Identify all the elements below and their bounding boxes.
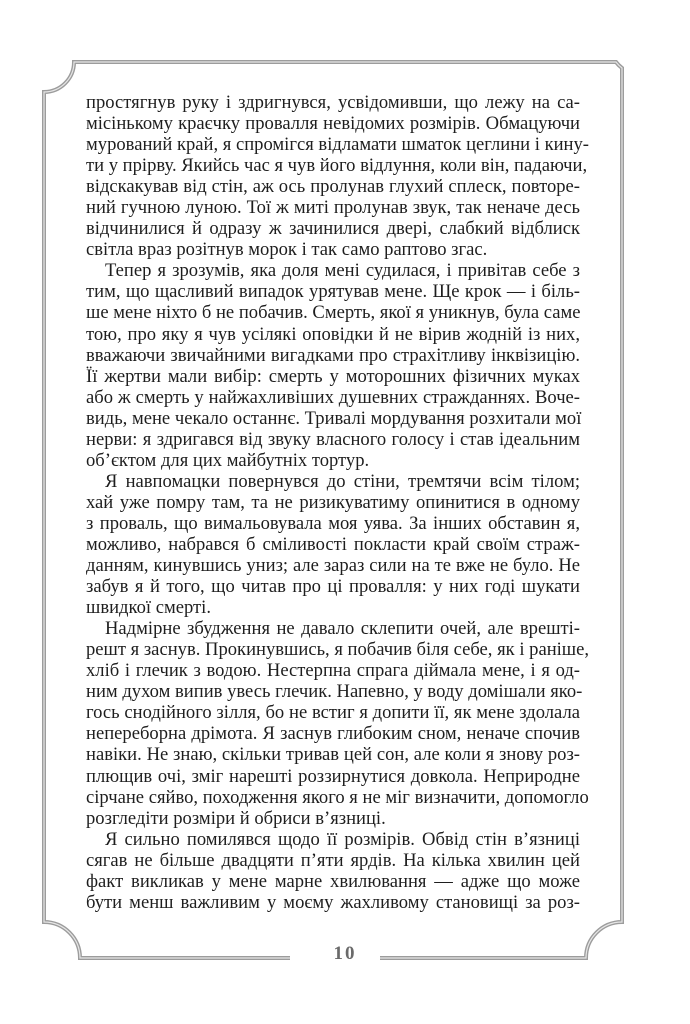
- text-line: ше мене ніхто б не побачив. Смерть, якої я уникнув, була саме: [86, 302, 581, 324]
- page-number: 10: [333, 943, 357, 964]
- text-line: або ж смерть у найжахливіших душевних стражданнях. Воче-: [86, 386, 580, 408]
- paragraph: [86, 260, 580, 470]
- text-line: об’єктом для цих майбутніх тортур.: [86, 449, 370, 471]
- page-body-text: [86, 92, 590, 913]
- text-line: відскакував від стін, аж ось пролунав глухий сплеск, повторе-: [86, 176, 580, 198]
- text-line: бути менш важливим у моєму жахливому становищі за роз-: [86, 891, 580, 913]
- text-line: видь, мене чекало останнє. Тривалі мордування розхитали мої: [86, 407, 582, 429]
- text-line: Я навпомацки повернувся до стіни, тремтячи всім тілом;: [105, 470, 580, 492]
- text-line: відчинилися й одразу ж зачинилися двері, слабкий відблиск: [86, 218, 580, 240]
- text-line: простягнув руку і здригнувся, усвідомивши, що лежу на са-: [86, 92, 580, 113]
- paragraph: [86, 618, 590, 829]
- text-line: місінькому краєчку провалля невідомих розмірів. Обмацуючи: [86, 113, 580, 135]
- text-line: мурований край, я спромігся відламати шматок цеглини і кину-: [86, 134, 589, 156]
- text-line: забув я й того, що читав про ці провалля: у них годі шукати: [86, 576, 580, 598]
- text-line: світла враз розітнув морок і так само раптово згас.: [86, 239, 488, 261]
- text-line: ним духом випив увесь глечик. Напевно, у воду домішали яко-: [86, 681, 583, 703]
- text-line: непереборна дрімота. Я заснув глибоким сном, неначе спочив: [86, 723, 580, 745]
- text-line: хай уже помру там, та не ризикуватиму опинитися в одному: [86, 491, 580, 513]
- text-line: швидкої смерті.: [86, 597, 211, 619]
- paragraph: [86, 92, 589, 261]
- text-line: сягав не більше двадцяти п’яти ярдів. На кілька хвилин цей: [86, 849, 580, 871]
- text-line: хліб і глечик з водою. Нестерпна спрага діймала мене, і я од-: [86, 660, 580, 682]
- text-line: Надмірне збудження не давало склепити очей, але врешті-: [105, 618, 580, 640]
- text-line: решт я заснув. Прокинувшись, я побачив біля себе, як і раніше,: [86, 639, 590, 661]
- text-line: ний гучною луною. Тої ж миті пролунав звук, так неначе десь: [86, 197, 580, 219]
- text-line: можливо, набрався б сміливості покласти край своїм страж-: [86, 533, 580, 555]
- text-line: з проваль, що вимальовувала моя уява. За інших обставин я,: [86, 512, 580, 534]
- text-line: плющив очі, зміг нарешті роззирнутися довкола. Неприродне: [86, 765, 580, 787]
- text-line: вважаючи звичайними вигадками про страхітливу інквізицію.: [86, 344, 580, 366]
- text-line: ти у прірву. Якийсь час я чув його відлуння, коли він, падаючи,: [86, 155, 588, 177]
- text-line: Тепер я зрозумів, яка доля мені судилася, і привітав себе з: [105, 260, 580, 282]
- text-line: Я сильно помилявся щодо її розмірів. Обвід стін в’язниці: [105, 828, 580, 850]
- text-line: розгледіти розміри й обриси в’язниці.: [86, 807, 386, 829]
- text-line: тим, що щасливий випадок урятував мене. Ще крок — і біль-: [86, 281, 580, 303]
- text-line: Її жертви мали вибір: смерть у моторошних фізичних муках: [86, 365, 580, 387]
- paragraph: [86, 471, 580, 618]
- text-line: нерви: я здригався від звуку власного голосу і став ідеальним: [86, 428, 580, 450]
- text-line: факт викликав у мене марне хвилювання — адже що може: [86, 870, 580, 892]
- text-line: тою, про яку я чув усілякі оповідки й не вірив жодній із них,: [86, 323, 580, 345]
- paragraph: [86, 829, 580, 913]
- text-line: сірчане сяйво, походження якого я не міг визначити, допомогло: [86, 786, 589, 808]
- text-line: гось снодійного зілля, бо не встиг я допити її, як мене здолала: [86, 702, 580, 724]
- text-line: навіки. Не знаю, скільки тривав цей сон, але коли я знову роз-: [86, 744, 580, 766]
- text-line: данням, кинувшись униз; але зараз сили на те вже не було. Не: [86, 555, 580, 577]
